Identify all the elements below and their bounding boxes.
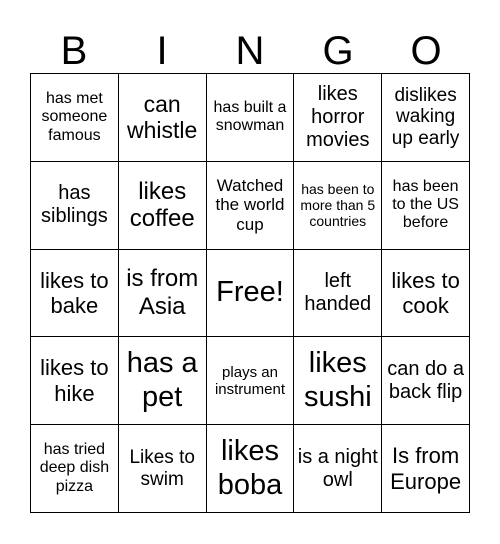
bingo-cell[interactable] [294, 162, 382, 250]
bingo-cell[interactable] [382, 162, 470, 250]
cell-text: plays an instrument [214, 363, 285, 398]
header-letter-b: B [60, 29, 88, 73]
cell-text: Is from Europe [390, 443, 462, 494]
bingo-cell[interactable] [382, 250, 470, 338]
bingo-cell[interactable] [31, 337, 119, 425]
header-letter-i: I [156, 29, 168, 73]
cell-text: has a pet [126, 347, 198, 413]
bingo-cell[interactable] [31, 162, 119, 250]
bingo-cell[interactable] [294, 425, 382, 513]
cell-text: likes horror movies [306, 82, 370, 151]
cell-text: has been to the US before [392, 177, 459, 232]
cell-text: likes to cook [391, 267, 460, 318]
free-space-cell[interactable] [207, 250, 295, 338]
cell-text: has tried deep dish pizza [39, 441, 110, 495]
cell-text: has built a snowman [213, 99, 287, 135]
cell-text: has met someone famous [41, 89, 108, 144]
cell-text: likes sushi [303, 347, 372, 413]
bingo-cell[interactable] [119, 425, 207, 513]
header-letter-g: G [322, 29, 354, 73]
bingo-cell[interactable] [31, 74, 119, 162]
bingo-cell[interactable] [207, 74, 295, 162]
bingo-cell[interactable] [119, 337, 207, 425]
bingo-cell[interactable] [207, 337, 295, 425]
cell-text: Watched the world cup [215, 175, 285, 234]
bingo-cell[interactable] [207, 162, 295, 250]
cell-text: left handed [304, 269, 372, 315]
cell-text: is from Asia [126, 265, 199, 320]
bingo-cell[interactable] [294, 337, 382, 425]
cell-text: likes boba [217, 435, 283, 501]
bingo-cell[interactable] [382, 425, 470, 513]
bingo-cell[interactable] [382, 337, 470, 425]
cell-text: has siblings [41, 182, 108, 228]
cell-text: dislikes waking up early [391, 84, 460, 150]
cell-text: is a night owl [297, 445, 378, 491]
header-letter-o: O [410, 29, 442, 73]
cell-text: likes coffee [129, 177, 195, 233]
cell-text: has been to more than 5 countries [300, 181, 376, 230]
cell-text: Likes to swim [129, 446, 195, 490]
free-space-text: Free! [216, 276, 284, 309]
cell-text: likes to hike [40, 355, 109, 406]
bingo-cell[interactable] [207, 425, 295, 513]
bingo-cell[interactable] [31, 250, 119, 338]
cell-text: likes to bake [40, 267, 109, 318]
bingo-cell[interactable] [294, 250, 382, 338]
header-letter-n: N [235, 29, 265, 73]
bingo-cell[interactable] [119, 74, 207, 162]
bingo-header [30, 26, 470, 76]
bingo-cell[interactable] [119, 250, 207, 338]
cell-text: can do a back flip [387, 357, 464, 403]
bingo-cell[interactable] [31, 425, 119, 513]
bingo-cell[interactable] [382, 74, 470, 162]
bingo-grid [30, 73, 470, 513]
cell-text: can whistle [127, 90, 198, 144]
bingo-cell[interactable] [294, 74, 382, 162]
bingo-cell[interactable] [119, 162, 207, 250]
